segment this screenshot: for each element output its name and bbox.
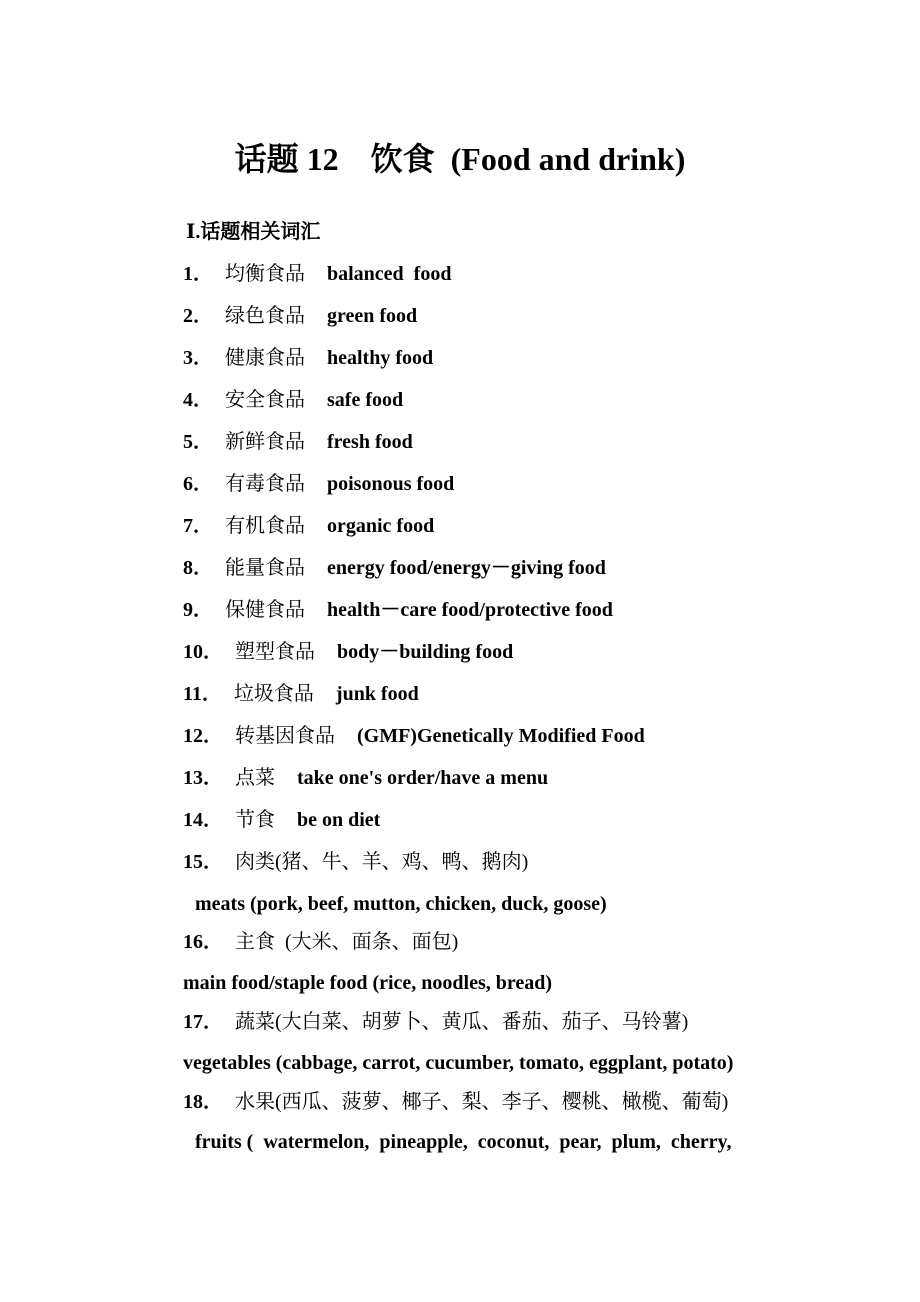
vocab-item xyxy=(183,1010,688,1034)
item-number: 3． xyxy=(183,347,213,369)
vocab-item xyxy=(183,850,528,874)
vocab-item xyxy=(183,388,403,412)
item-number: 10． xyxy=(183,641,223,663)
item-number: 1． xyxy=(183,263,213,285)
vocab-item xyxy=(183,304,417,328)
item-chinese: 均衡食品 xyxy=(225,263,305,285)
vocab-item xyxy=(183,930,458,954)
item-number: 14． xyxy=(183,809,223,831)
item-chinese: 点菜 xyxy=(235,767,275,789)
item-english: healthy food xyxy=(327,347,434,369)
item-chinese: 节食 xyxy=(235,809,275,831)
item-number: 9． xyxy=(183,599,213,621)
item-english: green food xyxy=(327,305,418,327)
item-english: energy food/energy－giving food xyxy=(327,557,606,579)
item-number: 2． xyxy=(183,305,213,327)
vocab-item xyxy=(183,1090,728,1114)
vocab-item xyxy=(183,598,613,622)
item-chinese: 主食 (大米、面条、面包) xyxy=(235,931,459,953)
item-english: body－building food xyxy=(337,641,514,663)
item-number: 18． xyxy=(183,1091,223,1113)
item-chinese: 转基因食品 xyxy=(235,725,335,747)
item-chinese: 水果(西瓜、菠萝、椰子、梨、李子、樱桃、橄榄、葡萄) xyxy=(235,1091,729,1113)
item-chinese: 垃圾食品 xyxy=(233,683,314,705)
item-number: 13． xyxy=(183,767,223,789)
item-number: 7． xyxy=(183,515,213,537)
vocab-item xyxy=(183,514,434,538)
vocab-item xyxy=(183,346,433,370)
vocab-item xyxy=(183,724,645,748)
item-number: 17． xyxy=(183,1011,223,1033)
item-number: 4． xyxy=(183,389,213,411)
item-number: 12． xyxy=(183,725,223,747)
item-chinese: 有机食品 xyxy=(225,515,305,537)
item-english: fruits ( watermelon, pineapple, coconut, pear, plum, cherry, xyxy=(195,1131,732,1153)
item-english: take one's order/have a menu xyxy=(297,767,549,789)
item-english: fresh food xyxy=(327,431,413,453)
item-english: poisonous food xyxy=(327,473,455,495)
item-english: (GMF)Genetically Modified Food xyxy=(357,725,645,747)
item-number: 16． xyxy=(183,931,223,953)
item-english: meats (pork, beef, mutton, chicken, duck, goose) xyxy=(195,893,607,915)
vocab-item xyxy=(183,808,380,832)
item-english: vegetables (cabbage, carrot, cucumber, tomato, eggplant, potato) xyxy=(183,1052,734,1074)
item-english: junk food xyxy=(335,683,419,705)
item-chinese: 安全食品 xyxy=(225,389,305,411)
vocab-item xyxy=(183,682,419,706)
vocab-item xyxy=(183,430,413,454)
item-english: organic food xyxy=(327,515,435,537)
item-english: be on diet xyxy=(297,809,381,831)
item-english: safe food xyxy=(327,389,404,411)
vocab-item xyxy=(183,556,606,580)
item-english: main food/staple food (rice, noodles, bread) xyxy=(183,972,553,994)
vocab-item xyxy=(183,640,513,664)
item-number: 11． xyxy=(183,683,222,705)
item-chinese: 绿色食品 xyxy=(225,305,305,327)
item-number: 6． xyxy=(183,473,213,495)
item-chinese: 保健食品 xyxy=(225,599,305,621)
item-number: 15． xyxy=(183,851,223,873)
item-chinese: 塑型食品 xyxy=(235,641,315,663)
item-english: balanced food xyxy=(327,263,452,285)
item-chinese: 新鲜食品 xyxy=(225,431,305,453)
vocab-item xyxy=(183,472,454,496)
page-title: 话题 12 饮食 (Food and drink) xyxy=(234,141,686,177)
item-number: 8． xyxy=(183,557,213,579)
item-chinese: 蔬菜(大白菜、胡萝卜、黄瓜、番茄、茄子、马铃薯) xyxy=(235,1011,689,1033)
item-chinese: 能量食品 xyxy=(225,557,305,579)
vocab-item xyxy=(183,262,451,286)
section-heading: Ⅰ.话题相关词汇 xyxy=(186,221,321,243)
item-english: health－care food/protective food xyxy=(327,599,613,621)
item-number: 5． xyxy=(183,431,213,453)
vocab-item xyxy=(183,766,548,790)
item-chinese: 有毒食品 xyxy=(225,473,305,495)
item-chinese: 肉类(猪、牛、羊、鸡、鸭、鹅肉) xyxy=(235,851,529,873)
item-chinese: 健康食品 xyxy=(225,347,305,369)
